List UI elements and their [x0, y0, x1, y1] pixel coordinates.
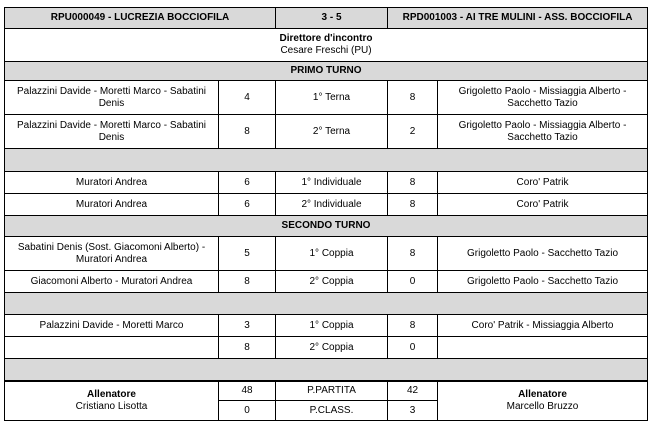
away-players: Coro' Patrik [438, 172, 648, 194]
home-players: Muratori Andrea [5, 172, 219, 194]
away-players: Grigoletto Paolo - Missiaggia Alberto - Sacchetto Tazio [438, 115, 648, 149]
game-row [5, 194, 648, 216]
game-type: 1° Individuale [276, 172, 388, 194]
away-coach-label: Allenatore [518, 388, 567, 400]
game-row [5, 237, 648, 271]
away-coach-name: Marcello Bruzzo [506, 400, 579, 412]
home-score: 5 [219, 237, 276, 271]
away-players: Grigoletto Paolo - Sacchetto Tazio [438, 237, 648, 271]
partita-label: P.PARTITA [276, 381, 388, 401]
home-players [5, 337, 219, 359]
first-round-title-row [5, 62, 648, 81]
home-score: 4 [219, 81, 276, 115]
spacer-row [5, 149, 648, 172]
game-type: 1° Coppia [276, 315, 388, 337]
away-score: 8 [388, 315, 438, 337]
partita-home: 48 [219, 381, 276, 401]
header-row [5, 8, 648, 29]
home-score: 8 [219, 337, 276, 359]
game-type: 2° Coppia [276, 271, 388, 293]
home-score: 6 [219, 172, 276, 194]
away-score: 8 [388, 172, 438, 194]
spacer-row [5, 359, 648, 381]
home-coach-label: Allenatore [87, 388, 136, 400]
away-score: 8 [388, 81, 438, 115]
home-coach-cell [5, 381, 219, 421]
game-type: 1° Coppia [276, 237, 388, 271]
home-coach-name: Cristiano Lisotta [75, 400, 148, 412]
match-score: 3 - 5 [276, 8, 388, 29]
away-score: 8 [388, 194, 438, 216]
game-row [5, 337, 648, 359]
away-score: 2 [388, 115, 438, 149]
class-home: 0 [219, 401, 276, 421]
director-name: Cesare Freschi (PU) [280, 45, 372, 56]
away-players [438, 337, 648, 359]
away-score: 0 [388, 337, 438, 359]
home-players: Giacomoni Alberto - Muratori Andrea [5, 271, 219, 293]
away-coach-cell [438, 381, 648, 421]
home-players: Sabatini Denis (Sost. Giacomoni Alberto) - Muratori Andrea [5, 237, 219, 271]
away-players: Grigoletto Paolo - Sacchetto Tazio [438, 271, 648, 293]
director-label: Direttore d'incontro [279, 33, 373, 44]
away-score: 0 [388, 271, 438, 293]
home-score: 3 [219, 315, 276, 337]
home-players: Palazzini Davide - Moretti Marco - Sabatini Denis [5, 81, 219, 115]
game-type: 2° Individuale [276, 194, 388, 216]
away-players: Coro' Patrik - Missiaggia Alberto [438, 315, 648, 337]
home-players: Palazzini Davide - Moretti Marco [5, 315, 219, 337]
home-players: Muratori Andrea [5, 194, 219, 216]
away-team: RPD001003 - AI TRE MULINI - ASS. BOCCIOFILA [388, 8, 648, 29]
home-score: 8 [219, 271, 276, 293]
director-cell [5, 29, 648, 62]
away-score: 8 [388, 237, 438, 271]
second-round-title: SECONDO TURNO [5, 216, 648, 237]
spacer-row [5, 293, 648, 315]
class-label: P.CLASS. [276, 401, 388, 421]
home-score: 6 [219, 194, 276, 216]
game-row [5, 172, 648, 194]
game-type: 2° Coppia [276, 337, 388, 359]
director-row [5, 29, 648, 62]
game-row [5, 315, 648, 337]
game-type: 2° Terna [276, 115, 388, 149]
partita-away: 42 [388, 381, 438, 401]
first-round-title: PRIMO TURNO [5, 62, 648, 81]
home-team: RPU000049 - LUCREZIA BOCCIOFILA [5, 8, 276, 29]
class-away: 3 [388, 401, 438, 421]
away-players: Coro' Patrik [438, 194, 648, 216]
game-row [5, 115, 648, 149]
away-players: Grigoletto Paolo - Missiaggia Alberto - Sacchetto Tazio [438, 81, 648, 115]
game-row [5, 81, 648, 115]
second-round-title-row [5, 216, 648, 237]
match-report [4, 7, 648, 421]
home-score: 8 [219, 115, 276, 149]
match-table [4, 7, 648, 421]
partita-row [5, 381, 648, 401]
game-type: 1° Terna [276, 81, 388, 115]
game-row [5, 271, 648, 293]
home-players: Palazzini Davide - Moretti Marco - Sabatini Denis [5, 115, 219, 149]
